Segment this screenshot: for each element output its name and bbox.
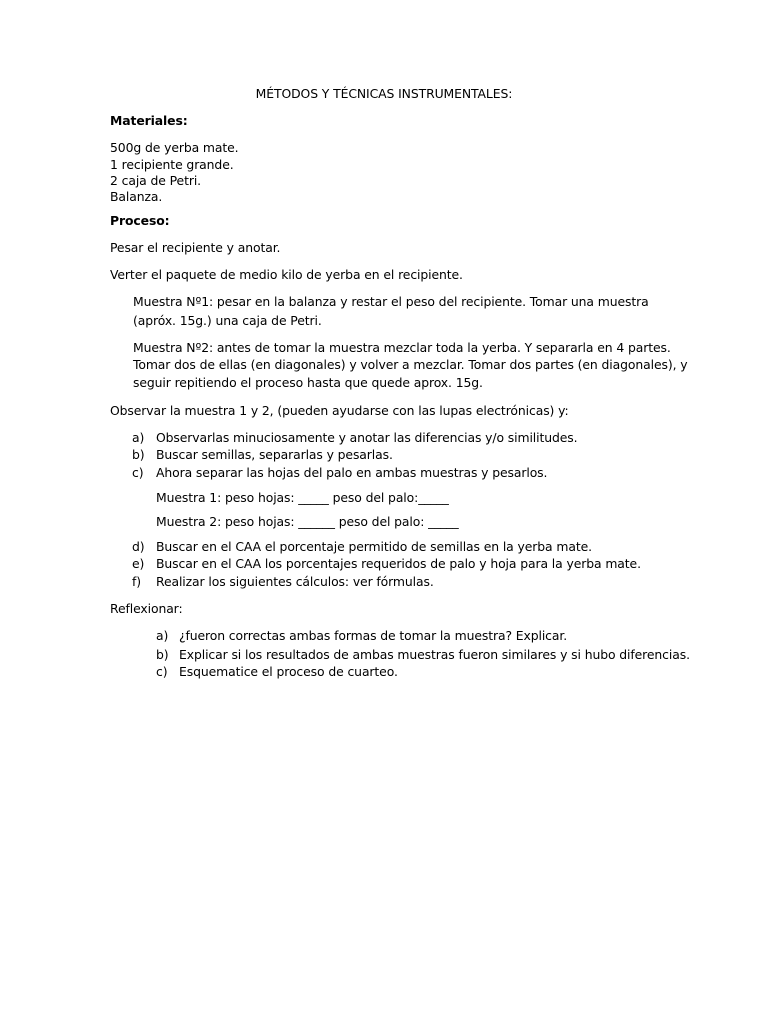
document-title: MÉTODOS Y TÉCNICAS INSTRUMENTALES: <box>255 86 513 101</box>
list-item: Buscar semillas, separarlas y pesarlas. <box>156 447 393 462</box>
proceso-heading: Proceso: <box>110 213 170 228</box>
list-item: Explicar si los resultados de ambas muestras fueron similares y si hubo diferencias. <box>179 647 690 662</box>
list-marker: f) <box>132 574 141 589</box>
list-marker: c) <box>132 465 144 480</box>
list-marker: e) <box>132 556 145 571</box>
list-marker: b) <box>156 647 169 662</box>
list-item: Buscar en el CAA los porcentajes requeridos de palo y hoja para la yerba mate. <box>156 556 641 571</box>
muestra1-line: (apróx. 15g.) una caja de Petri. <box>133 313 322 328</box>
list-item: Ahora separar las hojas del palo en ambas muestras y pesarlos. <box>156 465 548 480</box>
list-marker: a) <box>132 430 145 445</box>
muestra2-line: Tomar dos de ellas (en diagonales) y volver a mezclar. Tomar dos partes (en diagonales), y <box>133 357 688 372</box>
list-item: Observarlas minuciosamente y anotar las diferencias y/o similitudes. <box>156 430 578 445</box>
list-item: ¿fueron correctas ambas formas de tomar la muestra? Explicar. <box>179 628 568 643</box>
muestra1-peso-line: Muestra 1: peso hojas: _____ peso del palo:_____ <box>156 490 449 505</box>
muestra2-line: seguir repitiendo el proceso hasta que quede aprox. 15g. <box>133 375 483 390</box>
list-marker: a) <box>156 628 169 643</box>
reflexionar-heading: Reflexionar: <box>110 601 183 616</box>
proceso-paragraph: Pesar el recipiente y anotar. <box>110 240 281 255</box>
observar-paragraph: Observar la muestra 1 y 2, (pueden ayudarse con las lupas electrónicas) y: <box>110 403 569 418</box>
materiales-heading: Materiales: <box>110 113 188 128</box>
list-marker: c) <box>156 664 168 679</box>
list-marker: b) <box>132 447 145 462</box>
list-item: Buscar en el CAA el porcentaje permitido de semillas en la yerba mate. <box>156 539 592 554</box>
muestra1-line: Muestra Nº1: pesar en la balanza y restar el peso del recipiente. Tomar una muestra <box>133 294 649 309</box>
material-item: 1 recipiente grande. <box>110 157 234 172</box>
material-item: 2 caja de Petri. <box>110 173 202 188</box>
list-marker: d) <box>132 539 145 554</box>
material-item: 500g de yerba mate. <box>110 140 239 155</box>
list-item: Esquematice el proceso de cuarteo. <box>179 664 398 679</box>
material-item: Balanza. <box>110 189 163 204</box>
muestra2-line: Muestra Nº2: antes de tomar la muestra mezclar toda la yerba. Y separarla en 4 partes. <box>133 340 671 355</box>
list-item: Realizar los siguientes cálculos: ver fórmulas. <box>156 574 434 589</box>
proceso-paragraph: Verter el paquete de medio kilo de yerba en el recipiente. <box>110 267 463 282</box>
muestra2-peso-line: Muestra 2: peso hojas: ______ peso del palo: _____ <box>156 514 459 529</box>
